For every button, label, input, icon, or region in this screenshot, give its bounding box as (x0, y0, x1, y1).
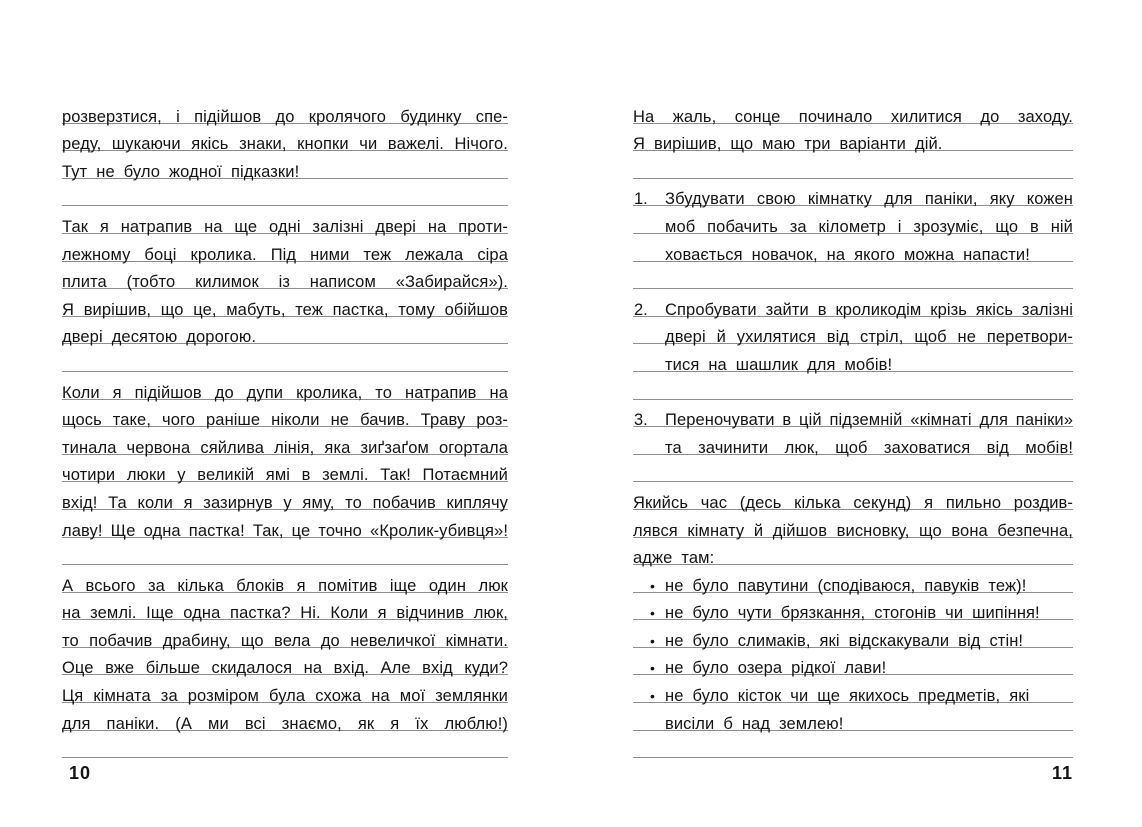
text-line (62, 234, 508, 262)
line-text: двері й ухилятися від стріл, щоб не перетвори- (665, 328, 1073, 347)
text-line (62, 151, 508, 179)
line-text: Коли я підійшов до дупи кролика, то натрапив на (62, 383, 508, 402)
text-line (62, 400, 508, 428)
text-line (62, 648, 508, 676)
line-text: Спробувати зайти в кроликодім крізь якісь залізні (665, 300, 1073, 319)
ruled-line-empty (62, 179, 508, 207)
text-line (62, 620, 508, 648)
text-line (62, 317, 508, 345)
line-text: то побачив драбину, що вела до невеличкої кімнати. (62, 631, 508, 650)
line-text: вхід! Та коли я зазирнув у яму, то побачив киплячу (62, 493, 508, 512)
text-line (633, 344, 1073, 372)
line-text: тися на шашлик для мобів! (665, 355, 893, 374)
bullet-marker: • (650, 688, 655, 705)
line-text: А всього за кілька блоків я помітив іще один люк (62, 576, 508, 595)
line-text: Я вирішив, що це, мабуть, теж пастка, тому обійшов (62, 300, 508, 319)
bullet-marker: • (650, 660, 655, 677)
ruled-line-empty (633, 455, 1073, 483)
line-text: Тут не було жодної підказки! (62, 162, 300, 181)
text-line (633, 400, 1073, 428)
line-text: адже там: (633, 549, 715, 568)
line-text: щось таке, чого раніше ніколи не бачив. Траву роз- (62, 411, 508, 430)
text-line (62, 482, 508, 510)
line-text: Збудувати свою кімнатку для паніки, яку кожен (665, 190, 1073, 209)
page-right (633, 96, 1073, 758)
text-line (633, 593, 1073, 621)
text-line (633, 427, 1073, 455)
text-line (62, 565, 508, 593)
line-text: не було чути брязкання, стогонів чи шипіння! (665, 604, 1040, 623)
line-text: ховається новачок, на якого можна напасти! (665, 245, 1030, 264)
text-line (633, 703, 1073, 731)
ruled-line-empty (633, 372, 1073, 400)
line-text: Я вирішив, що маю три варіанти дій. (633, 135, 943, 154)
bullet-marker: • (650, 577, 655, 594)
page-left-text-block (62, 96, 508, 758)
bullet-marker: • (650, 632, 655, 649)
text-line (633, 289, 1073, 317)
line-text: двері десятою дорогою. (62, 328, 257, 347)
line-text: на землі. Іще одна пастка? Ні. Коли я відчинив люк, (62, 604, 508, 623)
line-text: реду, шукаючи якісь знаки, кнопки чи важелі. Нічого. (62, 135, 508, 154)
list-number: 2. (634, 300, 648, 319)
line-text: не було павутини (сподіваюся, павуків теж)! (665, 576, 1027, 595)
text-line (633, 317, 1073, 345)
text-line (633, 620, 1073, 648)
text-line (633, 124, 1073, 152)
text-line (62, 289, 508, 317)
text-line (633, 482, 1073, 510)
ruled-line-empty (62, 538, 508, 566)
line-text: розверзтися, і підійшов до кролячого будинку спе- (62, 107, 508, 126)
text-line (62, 96, 508, 124)
line-text: моб побачить за кілометр і зрозуміє, що в ній (665, 217, 1073, 236)
line-text: лаву! Ще одна пастка! Так, це точно «Кролик-убивця»! (62, 521, 508, 540)
bullet-marker: • (650, 605, 655, 622)
line-text: та зачинити люк, щоб заховатися від мобів! (665, 438, 1073, 457)
list-number: 1. (634, 190, 648, 209)
page-number-left: 10 (69, 763, 92, 783)
text-line (633, 510, 1073, 538)
text-line (62, 262, 508, 290)
text-line (62, 206, 508, 234)
text-line (62, 510, 508, 538)
ruled-line-empty (633, 731, 1073, 759)
text-line (633, 234, 1073, 262)
page-right-text-block (633, 96, 1073, 758)
ruled-line-empty (633, 151, 1073, 179)
line-text: висіли б над землею! (665, 714, 844, 733)
text-line (633, 206, 1073, 234)
line-text: Переночувати в цій підземній «кімнаті для паніки» (665, 411, 1073, 430)
line-text: не було слимаків, які відскакували від стін! (665, 631, 1024, 650)
line-text: не було кісток чи ще якихось предметів, які (665, 687, 1030, 706)
text-line (633, 675, 1073, 706)
text-line (62, 675, 508, 706)
line-text: лявся кімнату й дійшов висновку, що вона безпечна, (633, 521, 1073, 540)
text-line (62, 455, 508, 483)
line-text: для паніки. (А ми всі знаємо, як я їх люблю!) (62, 714, 508, 733)
page-number-right: 11 (1051, 763, 1073, 783)
text-line (633, 648, 1073, 676)
list-number: 3. (634, 411, 648, 430)
line-text: лежному боці кролика. Під ними теж лежала сіра (62, 245, 508, 264)
line-text: тинала червона сяйлива лінія, яка зиґзаґом огортала (62, 438, 508, 457)
text-line (633, 179, 1073, 207)
line-text: Оце вже більше скидалося на вхід. Але вхід куди? (62, 659, 508, 678)
page-left (62, 96, 508, 758)
text-line (62, 124, 508, 152)
line-text: чотири люки у великій ямі в землі. Так! Потаємний (62, 466, 508, 485)
text-line (62, 372, 508, 400)
line-text: не було озера рідкої лави! (665, 659, 887, 678)
line-text: Якийсь час (десь кілька секунд) я пильно роздив- (633, 493, 1073, 512)
text-line (62, 427, 508, 455)
line-text: На жаль, сонце починало хилитися до заходу. (633, 107, 1073, 126)
ruled-line-empty (62, 731, 508, 759)
text-line (633, 565, 1073, 593)
line-text: плита (тобто килимок із написом «Забирайся»). (62, 273, 508, 292)
text-line (62, 593, 508, 621)
text-line (633, 96, 1073, 124)
ruled-line-empty (633, 262, 1073, 290)
ruled-line-empty (62, 344, 508, 372)
line-text: Так я натрапив на ще одні залізні двері на проти- (62, 217, 508, 236)
text-line (62, 703, 508, 731)
text-line (633, 538, 1073, 566)
line-text: Ця кімната за розміром була схожа на мої землянки (62, 687, 508, 706)
